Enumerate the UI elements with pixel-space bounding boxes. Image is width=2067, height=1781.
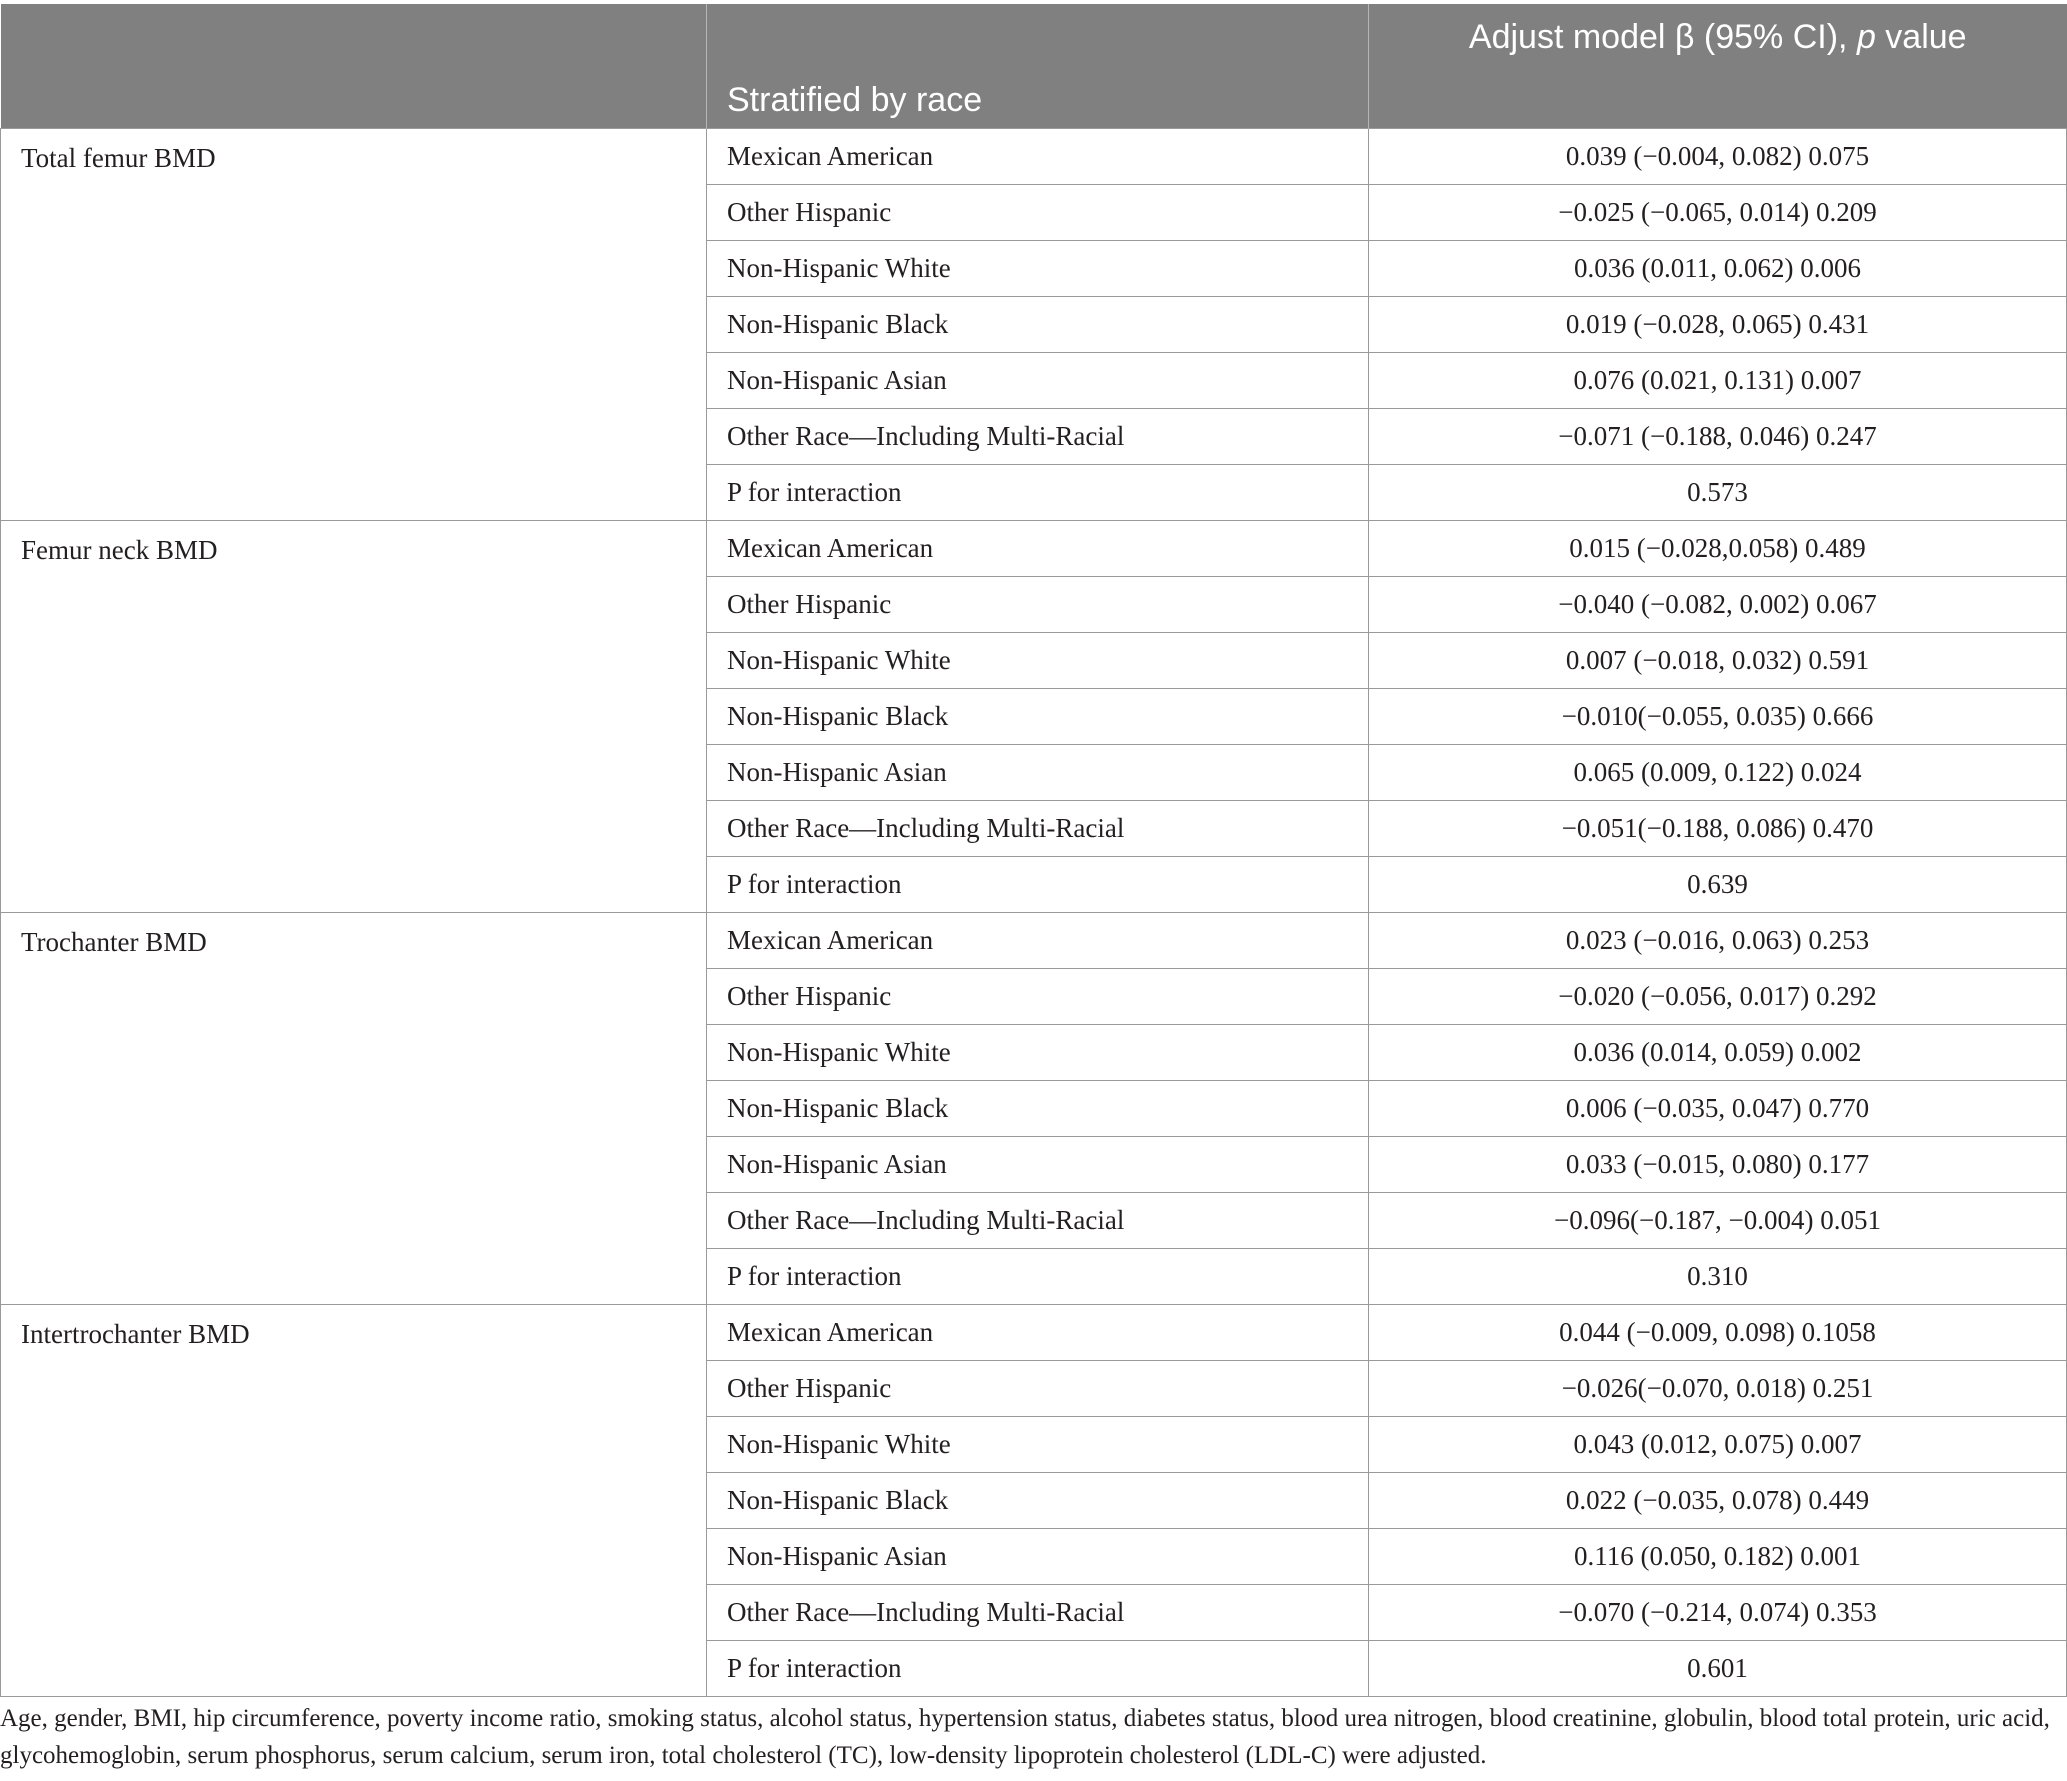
race-cell: Non-Hispanic Asian (707, 353, 1369, 409)
header-cell-group (1, 4, 707, 129)
header-beta-prefix: Adjust model β (95% CI), (1468, 18, 1857, 56)
value-cell: 0.573 (1369, 465, 2067, 521)
group-label: Femur neck BMD (1, 521, 707, 913)
value-cell: 0.310 (1369, 1249, 2067, 1305)
value-cell: 0.039 (−0.004, 0.082) 0.075 (1369, 129, 2067, 185)
race-cell: Non-Hispanic Black (707, 1081, 1369, 1137)
race-cell: P for interaction (707, 465, 1369, 521)
value-cell: 0.043 (0.012, 0.075) 0.007 (1369, 1417, 2067, 1473)
race-cell: Other Hispanic (707, 577, 1369, 633)
value-cell: −0.026(−0.070, 0.018) 0.251 (1369, 1361, 2067, 1417)
value-cell: 0.007 (−0.018, 0.032) 0.591 (1369, 633, 2067, 689)
race-cell: Non-Hispanic Black (707, 1473, 1369, 1529)
value-cell: 0.019 (−0.028, 0.065) 0.431 (1369, 297, 2067, 353)
value-cell: −0.025 (−0.065, 0.014) 0.209 (1369, 185, 2067, 241)
race-cell: Non-Hispanic White (707, 633, 1369, 689)
header-beta-label (1369, 18, 2067, 57)
race-cell: Non-Hispanic Black (707, 297, 1369, 353)
table-row (1, 1305, 2067, 1361)
table-row (1, 521, 2067, 577)
race-cell: Mexican American (707, 1305, 1369, 1361)
value-cell: 0.065 (0.009, 0.122) 0.024 (1369, 745, 2067, 801)
race-cell: Other Race—Including Multi-Racial (707, 1193, 1369, 1249)
race-cell: Non-Hispanic White (707, 241, 1369, 297)
race-cell: Non-Hispanic White (707, 1417, 1369, 1473)
table-header (1, 4, 2067, 129)
value-cell: −0.071 (−0.188, 0.046) 0.247 (1369, 409, 2067, 465)
header-cell-race (707, 4, 1369, 129)
value-cell: 0.033 (−0.015, 0.080) 0.177 (1369, 1137, 2067, 1193)
value-cell: −0.020 (−0.056, 0.017) 0.292 (1369, 969, 2067, 1025)
race-cell: P for interaction (707, 857, 1369, 913)
group-label: Total femur BMD (1, 129, 707, 521)
race-cell: Mexican American (707, 129, 1369, 185)
value-cell: 0.006 (−0.035, 0.047) 0.770 (1369, 1081, 2067, 1137)
header-beta-p: p (1856, 18, 1876, 56)
race-cell: Non-Hispanic Asian (707, 745, 1369, 801)
table-footnote: Age, gender, BMI, hip circumference, poverty income ratio, smoking status, alcohol status, hypertension status, diabetes status, blood urea nitrogen, blood creatinine, globulin, blood total protein, uric acid, glycohemoglobin, serum phosphorus, serum calcium, serum iron, total cholesterol (TC), low-density lipoprotein cholesterol (LDL-C) were adjusted. (0, 1705, 2050, 1769)
value-cell: −0.040 (−0.082, 0.002) 0.067 (1369, 577, 2067, 633)
value-cell: 0.601 (1369, 1641, 2067, 1697)
race-cell: P for interaction (707, 1641, 1369, 1697)
race-cell: Non-Hispanic Asian (707, 1529, 1369, 1585)
value-cell: 0.639 (1369, 857, 2067, 913)
value-cell: 0.116 (0.050, 0.182) 0.001 (1369, 1529, 2067, 1585)
value-cell: 0.076 (0.021, 0.131) 0.007 (1369, 353, 2067, 409)
header-cell-beta (1369, 4, 2067, 129)
table-body (1, 129, 2067, 1697)
race-cell: Non-Hispanic White (707, 1025, 1369, 1081)
race-cell: Non-Hispanic Black (707, 689, 1369, 745)
value-cell: 0.023 (−0.016, 0.063) 0.253 (1369, 913, 2067, 969)
value-cell: 0.044 (−0.009, 0.098) 0.1058 (1369, 1305, 2067, 1361)
race-cell: Other Hispanic (707, 969, 1369, 1025)
value-cell: −0.010(−0.055, 0.035) 0.666 (1369, 689, 2067, 745)
value-cell: −0.096(−0.187, −0.004) 0.051 (1369, 1193, 2067, 1249)
value-cell: −0.070 (−0.214, 0.074) 0.353 (1369, 1585, 2067, 1641)
race-cell: Other Hispanic (707, 185, 1369, 241)
race-cell: P for interaction (707, 1249, 1369, 1305)
table-row (1, 913, 2067, 969)
header-beta-suffix: value (1875, 18, 1967, 56)
group-label: Intertrochanter BMD (1, 1305, 707, 1697)
value-cell: 0.036 (0.014, 0.059) 0.002 (1369, 1025, 2067, 1081)
results-table (0, 4, 2067, 1697)
race-cell: Other Race—Including Multi-Racial (707, 801, 1369, 857)
race-cell: Non-Hispanic Asian (707, 1137, 1369, 1193)
race-cell: Other Race—Including Multi-Racial (707, 1585, 1369, 1641)
header-race-label: Stratified by race (727, 81, 983, 119)
group-label: Trochanter BMD (1, 913, 707, 1305)
value-cell: −0.051(−0.188, 0.086) 0.470 (1369, 801, 2067, 857)
race-cell: Mexican American (707, 521, 1369, 577)
value-cell: 0.036 (0.011, 0.062) 0.006 (1369, 241, 2067, 297)
table-row (1, 129, 2067, 185)
race-cell: Mexican American (707, 913, 1369, 969)
value-cell: 0.022 (−0.035, 0.078) 0.449 (1369, 1473, 2067, 1529)
value-cell: 0.015 (−0.028,0.058) 0.489 (1369, 521, 2067, 577)
header-row (1, 4, 2067, 129)
race-cell: Other Hispanic (707, 1361, 1369, 1417)
race-cell: Other Race—Including Multi-Racial (707, 409, 1369, 465)
